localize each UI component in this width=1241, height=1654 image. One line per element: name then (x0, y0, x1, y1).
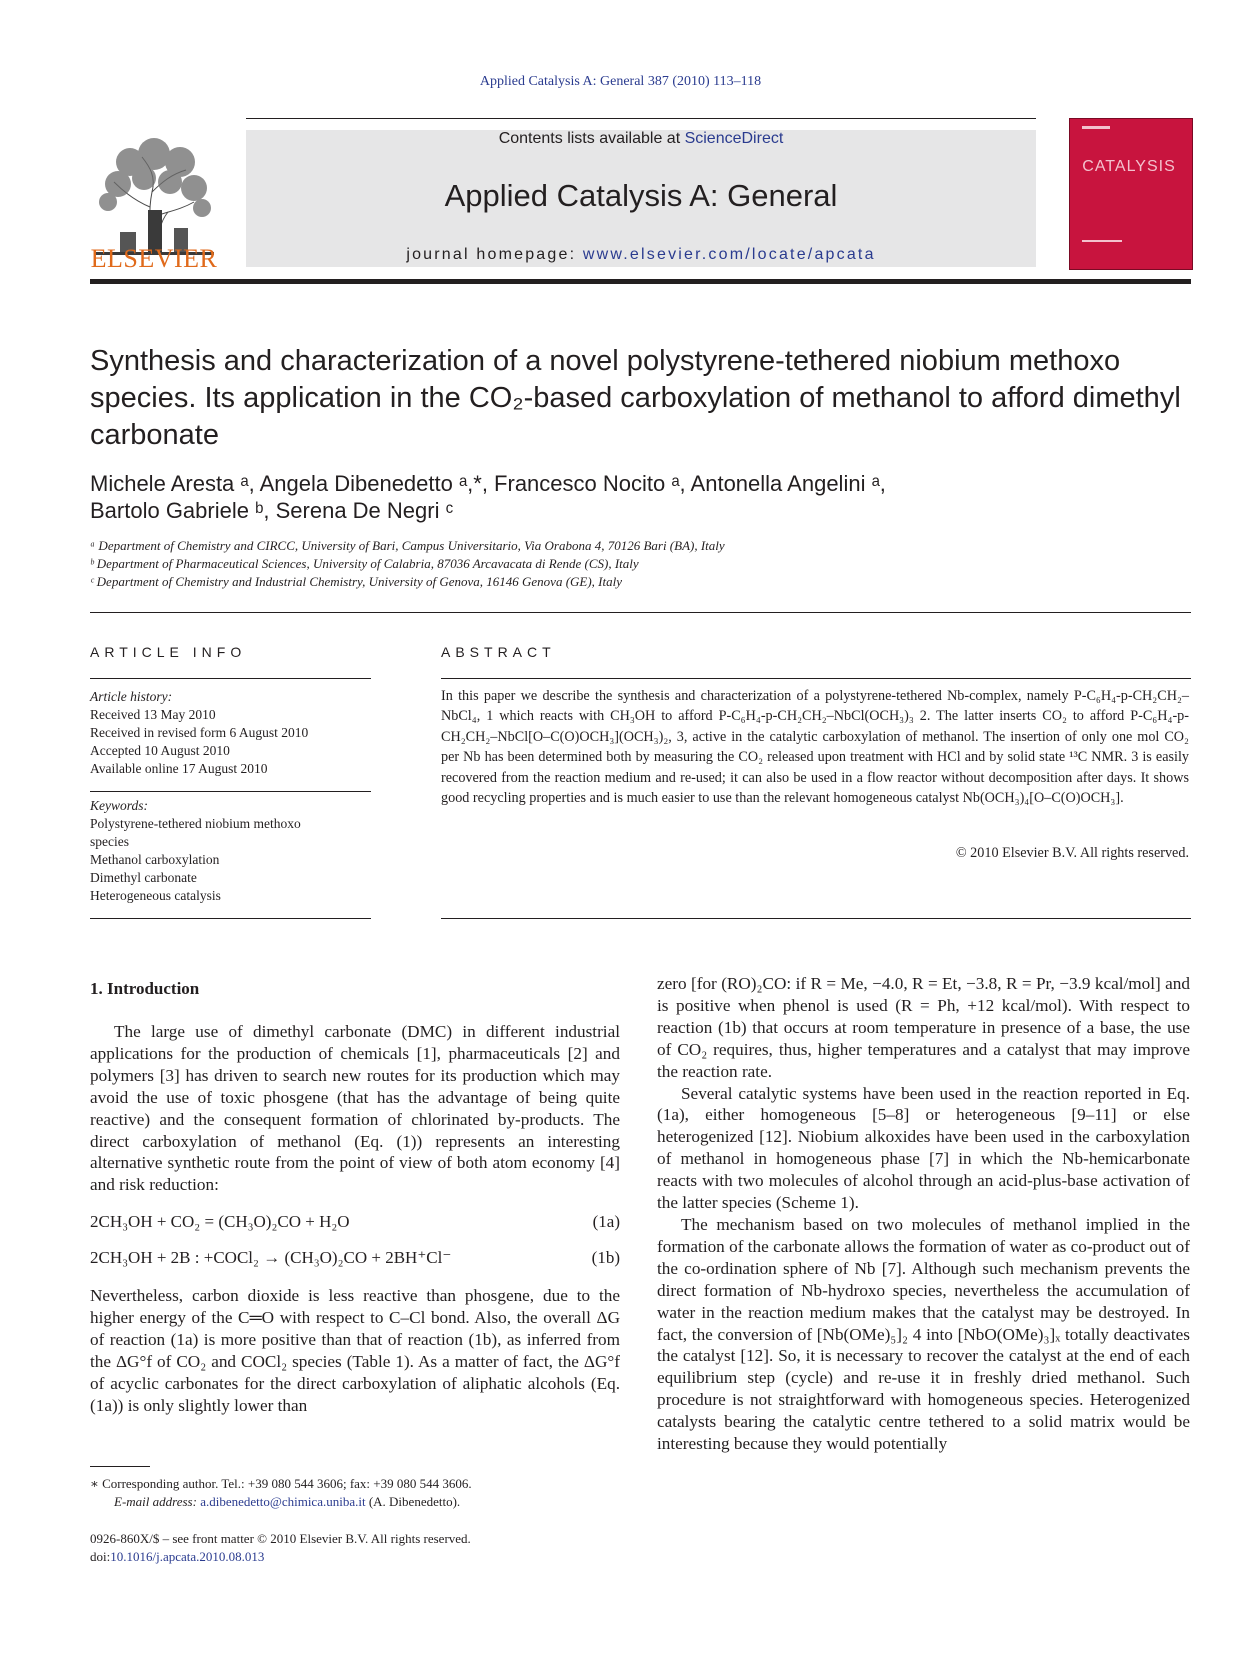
footnote-text: ∗ Corresponding author. Tel.: +39 080 544 3606; fax: +39 080 544 3606. (90, 1476, 472, 1491)
history-label: Article history: (90, 689, 173, 704)
keywords-rule (90, 791, 371, 792)
paragraph: Nevertheless, carbon dioxide is less reactive than phosgene, due to the higher energy of the C═O with respect to C–Cl bond. Also, the overall ΔG of reaction (1a) is more positive than that of reaction (1b), as inferred from the ΔG°f of CO₂ and COCl₂ species (Table 1). As a matter of fact, the ΔG°f of acyclic carbonates for the direct carboxylation of aliphatic alcohols (Eq. (1a)) is only slightly lower than (90, 1286, 620, 1415)
article-info-rule (90, 678, 371, 679)
doi-label: doi: (90, 1549, 111, 1564)
intro-left-column-continued (90, 1285, 620, 1416)
homepage-link[interactable]: www.elsevier.com/locate/apcata (582, 246, 876, 263)
author-list (90, 470, 1192, 524)
equation-number: (1a) (592, 1212, 620, 1231)
article-title: Synthesis and characterization of a novel polystyrene-tethered niobium methoxo species. Its application in the CO₂-based carboxylation of methanol to afford dimethyl carbonate (90, 345, 1181, 451)
keyword: Heterogeneous catalysis (90, 888, 221, 903)
equation-1b (90, 1248, 620, 1268)
history-item: Available online 17 August 2010 (90, 761, 268, 776)
email-link[interactable]: a.dibenedetto@chimica.uniba.it (200, 1494, 366, 1509)
abstract-rule (441, 678, 1191, 679)
email-label: E-mail address: (114, 1494, 201, 1509)
cover-mark (1082, 240, 1122, 242)
header-thick-rule (90, 279, 1191, 284)
paragraph: zero [for (RO)₂CO: if R = Me, −4.0, R = Et, −3.8, R = Pr, −3.9 kcal/mol] and is positive when phenol is used (R = Ph, +12 kcal/mol). With respect to reaction (1b) that occurs at room temperature in presence of a base, the use of CO₂ requires, thus, higher temperatures and a catalyst that may improve the reaction rate. (657, 974, 1190, 1081)
history-item: Received 13 May 2010 (90, 707, 216, 722)
keywords-bottom-rule (90, 918, 371, 919)
equation-text: 2CH₃OH + CO₂ = (CH₃O)₂CO + H₂O (90, 1212, 350, 1231)
sciencedirect-link[interactable]: ScienceDirect (684, 130, 784, 147)
footnote-rule (90, 1466, 150, 1467)
paragraph: The mechanism based on two molecules of methanol implied in the formation of the carbonate allows the formation of water as co-product out of the co-ordination sphere of Nb [7]. Although such mechanism prevents the direct formation of Nb-hydroxo species, nevertheless the accumulation of water in the reaction medium makes that the catalyst may be destroyed. In fact, the conversion of [Nb(OMe)₅]₂ 4 into [NbO(OMe)₃]ₓ totally deactivates the catalyst [12]. So, it is necessary to recover the catalyst at the end of each equilibrium step (cycle) and re-use it in freshly dried methanol. Such procedure is not straightforward with homogeneous species. Heterogenized catalysts bearing the catalytic centre tethered to a solid matrix would be interesting because they would potentially (657, 1214, 1190, 1454)
doi-link[interactable]: 10.1016/j.apcata.2010.08.013 (110, 1549, 265, 1564)
abstract-bottom-rule (441, 918, 1191, 919)
journal-cover-image[interactable] (1069, 118, 1193, 270)
abstract-text: In this paper we describe the synthesis and characterization of a polystyrene-tethered Nb-complex, namely P-C₆H₄-p-CH₂CH₂–NbCl₄, 1 which reacts with CH₃OH to afford P-C₆H₄-p-CH₂CH₂–NbCl(OCH₃)₃ 2. The latter inserts CO₂ to afford P-C₆H₄-p-CH₂CH₂–NbCl[O–C(O)OCH₃](OCH₃)₂, 3, active in the catalytic carboxylation of methanol. The insertion of only one mol CO₂ per Nb has been determined both by measuring the CO₂ released upon treatment with HCl and by solid state ¹³C NMR. 3 is easily recovered from the reaction medium and re-used; it can also be used in a flow reactor without decomposition after days. It shows good recycling properties and is much easier to use than the relevant homogeneous catalyst Nb(OCH₃)₄[O–C(O)OCH₃]. (441, 688, 1189, 807)
intro-right-column (657, 973, 1190, 1455)
doi-line (90, 1548, 630, 1566)
contents-prefix: Contents lists available at (498, 130, 685, 147)
equation-number: (1b) (591, 1248, 620, 1267)
header-rule (246, 118, 1036, 119)
paragraph: Several catalytic systems have been used in the reaction reported in Eq. (1a), either homogeneous [5–8] or heterogeneous [9–11] or else heterogenized [12]. Niobium alkoxides have been used in the carboxylation of methanol in homogeneous phase [7] in which the Nb-hemicarbonate reacts with two molecules of alcohol through an acid-plus-base activation of the latter species (Scheme 1). (657, 1083, 1190, 1213)
keywords (90, 797, 370, 905)
contents-line (246, 130, 1036, 148)
affiliation: ᵃ Department of Chemistry and CIRCC, University of Bari, Campus Universitario, Via Orabona 4, 70126 Bari (BA), Italy (90, 538, 725, 553)
front-matter (90, 1530, 630, 1566)
journal-title: Applied Catalysis A: General (444, 178, 838, 213)
article-history (90, 688, 370, 778)
email-suffix: (A. Dibenedetto). (365, 1494, 461, 1509)
cover-mark (1082, 126, 1110, 129)
journal-citation[interactable]: Applied Catalysis A: General 387 (2010) 113–118 (479, 74, 762, 89)
authors-line: Michele Aresta ᵃ, Angela Dibenedetto ᵃ,*, Francesco Nocito ᵃ, Antonella Angelini ᵃ, (90, 471, 886, 496)
equation-text: 2CH₃OH + 2B : +COCl₂ → (CH₃O)₂CO + 2BH⁺Cl⁻ (90, 1248, 452, 1267)
history-item: Received in revised form 6 August 2010 (90, 725, 309, 740)
affiliation: ᶜ Department of Chemistry and Industrial Chemistry, University of Genova, 16146 Genova (GE), Italy (90, 574, 623, 589)
keyword: Methanol carboxylation (90, 852, 220, 867)
homepage-prefix: journal homepage: (406, 246, 583, 263)
keyword: species (90, 834, 129, 849)
keyword: Dimethyl carbonate (90, 870, 197, 885)
keyword: Polystyrene-tethered niobium methoxo (90, 816, 301, 831)
corresponding-author-footnote (90, 1475, 630, 1511)
abstract-heading: ABSTRACT (441, 644, 556, 660)
keywords-label: Keywords: (90, 798, 148, 813)
affiliation: ᵇ Department of Pharmaceutical Sciences, University of Calabria, 87036 Arcavacata di Rende (CS), Italy (90, 556, 639, 571)
cover-word: CATALYSIS (1082, 158, 1176, 175)
authors-line: Bartolo Gabriele ᵇ, Serena De Negri ᶜ (90, 498, 454, 523)
email-line (90, 1493, 630, 1511)
intro-left-column (90, 1021, 620, 1196)
elsevier-wordmark: ELSEVIER (90, 244, 218, 273)
abstract-copyright: © 2010 Elsevier B.V. All rights reserved. (955, 845, 1189, 861)
equation-1a (90, 1212, 620, 1232)
section-heading: 1. Introduction (90, 979, 200, 998)
affiliation-rule (90, 612, 1191, 613)
article-info-heading: ARTICLE INFO (90, 644, 247, 660)
history-item: Accepted 10 August 2010 (90, 743, 230, 758)
issn-line: 0926-860X/$ – see front matter © 2010 Elsevier B.V. All rights reserved. (90, 1531, 471, 1546)
paragraph: The large use of dimethyl carbonate (DMC) in different industrial applications for the production of chemicals [1], pharmaceuticals [2] and polymers [3] has driven to search new routes for its production which may avoid the use of toxic phosgene (that has the advantage of being quite reactive) and the consequent formation of chlorinated by-products. The direct carboxylation of methanol (Eq. (1)) represents an interesting alternative synthetic route from the point of view of both atom economy [4] and risk reduction: (90, 1022, 620, 1195)
homepage-line (246, 246, 1036, 264)
